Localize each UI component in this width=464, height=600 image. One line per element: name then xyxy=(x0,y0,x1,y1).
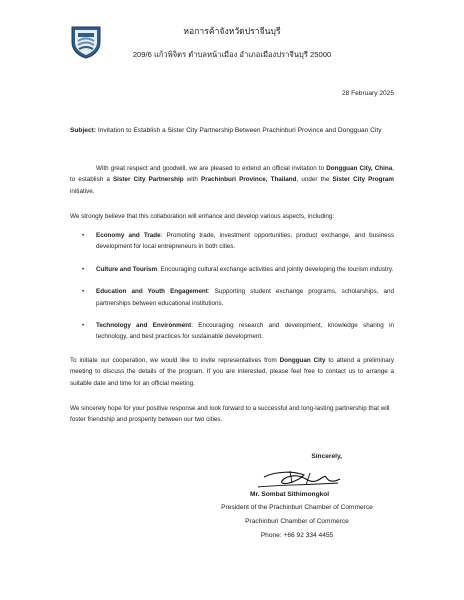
organization-address: 209/6 แก้วพิจิตร ตำบลหน้าเมือง อำเภอเมืองปราจีนบุรี 25000 xyxy=(132,50,332,59)
subject-text: Invitation to Establish a Sister City Partnership Between Prachinburi Province and Dongguan City xyxy=(96,127,382,134)
item-title: Economy and Trade xyxy=(96,232,161,239)
paragraph-aspects: We strongly believe that this collaboration will enhance and develop various aspects, including: xyxy=(70,213,335,220)
paragraph-closing: We sincerely hope for your positive response and look forward to a successful and long-lasting partnership that will foster friendship and prosperity between our two cities. xyxy=(70,405,390,424)
list-item xyxy=(70,230,394,253)
signatory-title: President of the Prachinburi Chamber of Commerce xyxy=(221,504,373,511)
list-item xyxy=(70,264,394,275)
organization-name: หอการค้าจังหวัดปราจีนบุรี xyxy=(183,26,281,36)
p1-text-5: initiative. xyxy=(70,187,95,195)
paragraph-meeting xyxy=(70,355,394,389)
p1-bold-1: Dongguan City, China xyxy=(326,165,393,172)
letter-date: 28 February 2025 xyxy=(341,90,394,97)
p1-bold-3: Prachinburi Province, Thailand xyxy=(201,176,297,184)
list-item xyxy=(70,286,394,309)
bullet-icon: • xyxy=(82,232,85,239)
p1-bold-4: Sister City Program xyxy=(332,176,394,184)
aspects-list xyxy=(70,230,394,354)
subject-label: Subject: xyxy=(70,127,97,134)
signatory-organization: Prachinburi Chamber of Commerce xyxy=(245,518,349,525)
p3-bold-1: Dongguan City xyxy=(279,357,326,364)
item-text: : Encouraging cultural exchange activities and jointly developing the tourism industry. xyxy=(157,265,394,273)
list-item xyxy=(70,320,394,343)
subject-line xyxy=(70,127,382,134)
item-title: Culture and Tourism xyxy=(96,265,158,273)
item-title: Education and Youth Engagement xyxy=(96,288,208,296)
item-text: : Promoting trade, investment opportunities, product exchange, and business development for local entrepreneurs in both cities. xyxy=(96,232,394,251)
p1-text-4: , under the xyxy=(296,176,333,184)
p3-text-2: to attend a preliminary meeting to discuss the details of the program. If you are interested, please feel free to contact us to arrange a suitable date and time for an official meeting. xyxy=(70,357,394,387)
bullet-icon: • xyxy=(82,265,85,273)
signatory-phone: Phone: +66 92 334 4455 xyxy=(260,532,334,539)
paragraph-invitation xyxy=(70,163,394,197)
p1-text-3: with xyxy=(183,176,202,184)
p1-text-2: , to establish a xyxy=(70,165,395,184)
closing-salutation: Sincerely, xyxy=(311,453,342,460)
bullet-icon: • xyxy=(82,288,85,296)
bullet-icon: • xyxy=(82,322,85,330)
signatory-name: Mr. Sombat Sithimongkol xyxy=(250,491,330,498)
item-title: Technology and Environment xyxy=(96,322,192,330)
p1-text-1: With great respect and goodwill, we are pleased to extend an official invitation to xyxy=(96,165,327,172)
p1-bold-2: Sister City Partnership xyxy=(112,176,184,184)
item-text: : Supporting student exchange programs, scholarships, and partnerships between educational institutions. xyxy=(96,288,394,307)
item-text: : Encouraging research and development, knowledge sharing in technology, and best practices for sustainable development. xyxy=(96,322,394,341)
p3-text-1: To initiate our cooperation, we would like to invite representatives from xyxy=(70,357,280,364)
